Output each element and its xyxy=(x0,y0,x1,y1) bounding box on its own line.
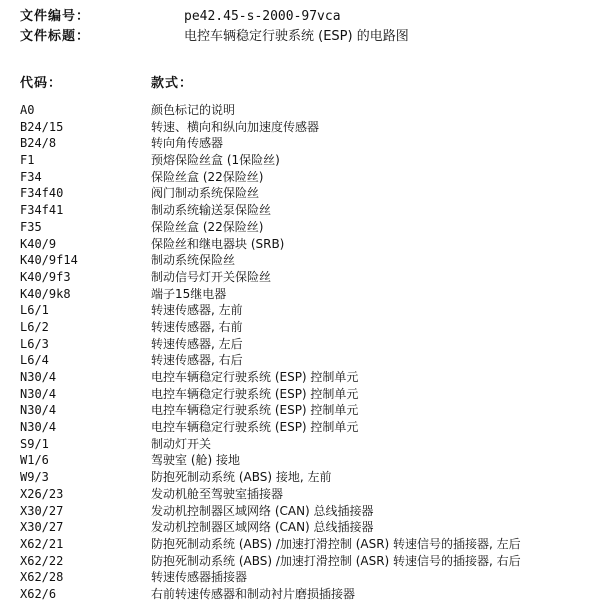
component-row xyxy=(0,503,602,520)
component-row xyxy=(0,402,602,419)
component-code: B24/8 xyxy=(20,136,57,151)
component-description: 保险丝盒 (22保险丝) xyxy=(151,169,264,184)
component-row xyxy=(0,469,602,486)
component-description: 预熔保险丝盒 (1保险丝) xyxy=(151,153,280,168)
component-code: S9/1 xyxy=(20,436,49,451)
component-description: 电控车辆稳定行驶系统 (ESP) 控制单元 xyxy=(151,420,359,435)
component-row xyxy=(0,269,602,286)
document-number-label: 文件编号： xyxy=(20,9,91,24)
component-code: F34f41 xyxy=(20,203,64,218)
component-description: 转速传感器, 右后 xyxy=(151,353,243,368)
component-description: 端子15继电器 xyxy=(151,286,227,301)
component-row xyxy=(0,586,602,603)
component-row xyxy=(0,452,602,469)
component-description: 电控车辆稳定行驶系统 (ESP) 控制单元 xyxy=(151,370,359,384)
component-description: 驾驶室 (舱) 接地 xyxy=(151,453,240,468)
component-row xyxy=(0,436,602,453)
component-row xyxy=(0,369,602,386)
component-row xyxy=(0,569,602,586)
component-row xyxy=(0,119,602,136)
component-row xyxy=(0,302,602,319)
component-description: 转向角传感器 xyxy=(151,136,224,151)
component-row xyxy=(0,202,602,219)
component-code: N30/4 xyxy=(20,420,57,435)
component-code: N30/4 xyxy=(20,386,57,401)
component-description: 转速传感器, 左后 xyxy=(151,336,243,351)
component-description: 制动灯开关 xyxy=(151,436,212,451)
component-row xyxy=(0,185,602,202)
component-code: K40/9 xyxy=(20,236,57,251)
component-description: 发动机控制器区域网络 (CAN) 总线插接器 xyxy=(151,520,374,535)
component-row xyxy=(0,336,602,353)
table-header xyxy=(0,72,602,90)
component-code: X26/23 xyxy=(20,486,64,501)
component-row xyxy=(0,152,602,169)
component-description: 防抱死制动系统 (ABS) /加速打滑控制 (ASR) 转速信号的插接器, 右后 xyxy=(151,553,521,568)
component-code: B24/15 xyxy=(20,119,64,134)
component-description: 保险丝盒 (22保险丝) xyxy=(151,219,264,234)
component-code: F1 xyxy=(20,153,35,168)
component-code: K40/9f14 xyxy=(20,253,78,268)
component-description: 转速、横向和纵向加速度传感器 xyxy=(151,119,320,134)
component-row xyxy=(0,252,602,269)
component-row xyxy=(0,386,602,403)
component-description: 制动信号灯开关保险丝 xyxy=(151,269,272,284)
component-row xyxy=(0,102,602,119)
component-description: 制动系统保险丝 xyxy=(151,253,236,268)
document-title-value: 电控车辆稳定行驶系统 (ESP) 的电路图 xyxy=(184,29,409,44)
component-description: 电控车辆稳定行驶系统 (ESP) 控制单元 xyxy=(151,403,359,418)
component-code: L6/2 xyxy=(20,319,49,334)
component-code: X30/27 xyxy=(20,520,64,535)
component-row xyxy=(0,553,602,570)
component-description: 防抱死制动系统 (ABS) 接地, 左前 xyxy=(151,470,332,485)
component-description: 转速传感器, 右前 xyxy=(151,319,243,334)
component-code: X62/6 xyxy=(20,586,57,601)
component-description: 颜色标记的说明 xyxy=(151,103,236,117)
component-code: W1/6 xyxy=(20,453,49,468)
component-row xyxy=(0,486,602,503)
component-code: L6/1 xyxy=(20,303,49,318)
component-code: L6/3 xyxy=(20,336,49,351)
component-row xyxy=(0,219,602,236)
component-row xyxy=(0,519,602,536)
component-row xyxy=(0,286,602,303)
component-row xyxy=(0,419,602,436)
component-code: F35 xyxy=(20,219,42,234)
component-code: X62/22 xyxy=(20,553,64,568)
component-description: 电控车辆稳定行驶系统 (ESP) 控制单元 xyxy=(151,386,359,401)
component-description: 制动系统输送泵保险丝 xyxy=(151,203,272,218)
code-column-header: 代码： xyxy=(20,76,63,91)
document-number-value: pe42.45-s-2000-97vca xyxy=(184,9,341,24)
component-code: K40/9f3 xyxy=(20,269,71,284)
component-description: 右前转速传感器和制动衬片磨损插接器 xyxy=(151,586,356,601)
component-list xyxy=(0,102,602,603)
component-row xyxy=(0,319,602,336)
component-code: A0 xyxy=(20,103,35,117)
component-row xyxy=(0,169,602,186)
component-row xyxy=(0,536,602,553)
component-code: L6/4 xyxy=(20,353,49,368)
document-title-label: 文件标题： xyxy=(20,29,91,44)
component-description: 发动机舱至驾驶室插接器 xyxy=(151,486,284,501)
component-code: X30/27 xyxy=(20,503,64,518)
component-code: X62/28 xyxy=(20,570,64,585)
component-row xyxy=(0,236,602,253)
component-code: F34f40 xyxy=(20,186,64,201)
component-row xyxy=(0,135,602,152)
component-code: N30/4 xyxy=(20,370,57,384)
component-description: 转速传感器, 左前 xyxy=(151,303,243,318)
component-description: 保险丝和继电器块 (SRB) xyxy=(151,236,285,251)
description-column-header: 款式： xyxy=(151,76,194,91)
component-row xyxy=(0,352,602,369)
component-description: 阀门制动系统保险丝 xyxy=(151,186,260,201)
component-description: 转速传感器插接器 xyxy=(151,570,248,585)
component-code: W9/3 xyxy=(20,470,49,485)
component-description: 发动机控制器区域网络 (CAN) 总线插接器 xyxy=(151,503,374,518)
component-code: N30/4 xyxy=(20,403,57,418)
component-description: 防抱死制动系统 (ABS) /加速打滑控制 (ASR) 转速信号的插接器, 左后 xyxy=(151,536,521,551)
component-code: K40/9k8 xyxy=(20,286,71,301)
component-code: F34 xyxy=(20,169,42,184)
component-code: X62/21 xyxy=(20,536,64,551)
